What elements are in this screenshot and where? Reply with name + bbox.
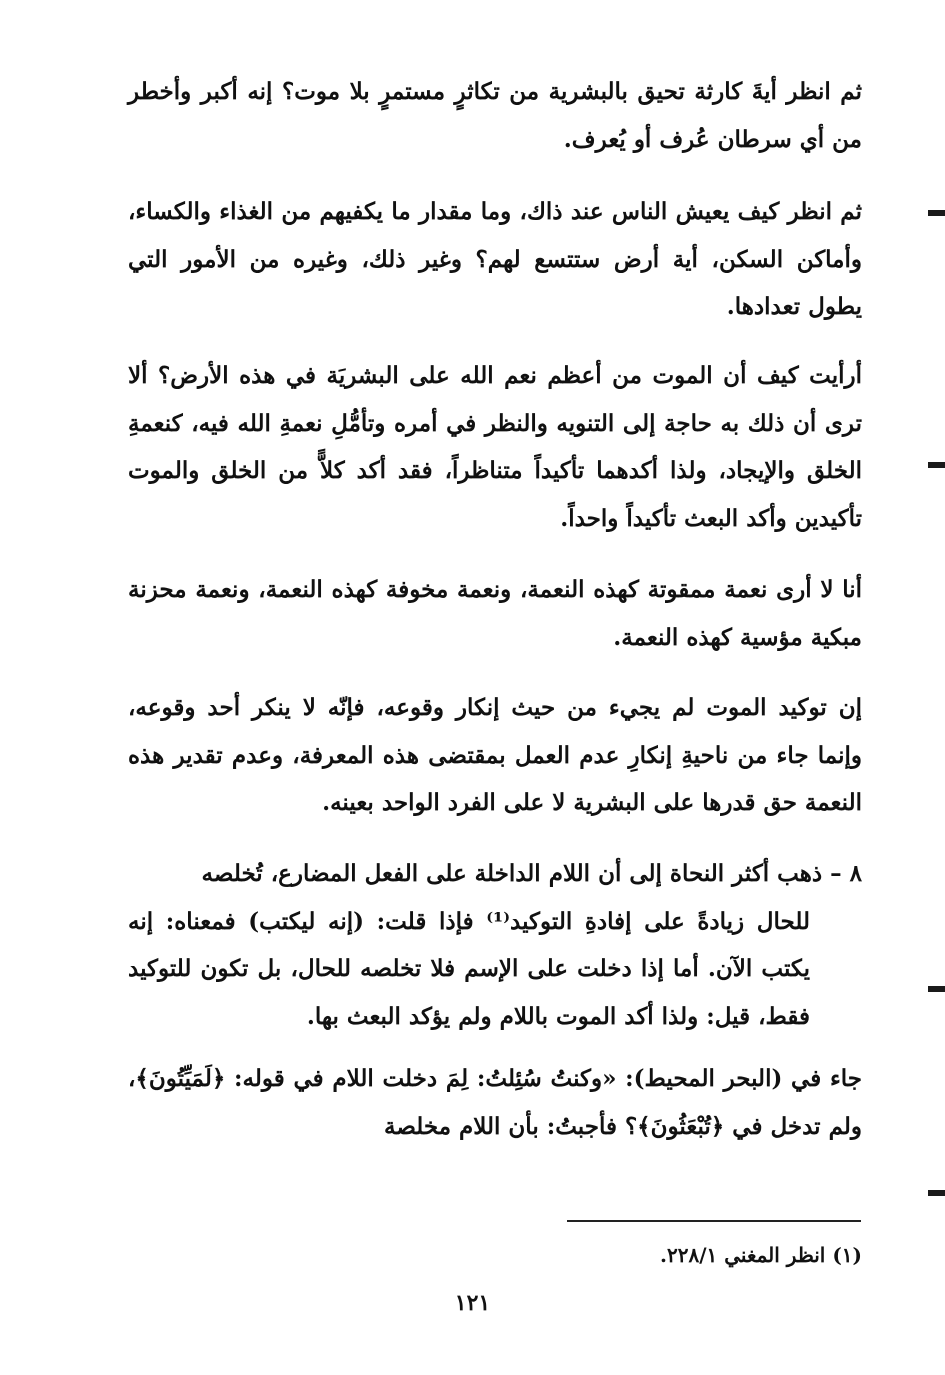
paragraph-1: ثم انظر أيةَ كارثة تحيق بالبشرية من تكاثرٍ مستمرٍ بلا موت؟ إنه أكبر وأخطر من أي سرطان عُرف أو يُعرف. (128, 78, 862, 153)
numbered-item-first-line (128, 850, 862, 898)
item-first-line-text: ذهب أكثر النحاة إلى أن اللام الداخلة على الفعل المضارع، تُخلصه (201, 860, 823, 887)
paragraph-7: جاء في (البحر المحيط): «وكنتُ سُئِلتُ: لِمَ دخلت اللام في قوله: ﴿لَمَيِّتُونَ﴾، ولم تدخل في ﴿تُبْعَثُونَ﴾؟ فأجبتُ: بأن اللام مخلصة (128, 1065, 862, 1140)
margin-mark (928, 986, 945, 992)
paragraph-4: أنا لا أرى نعمة ممقوتة كهذه النعمة، ونعمة مخوفة كهذه النعمة، ونعمة محزنة مبكية مؤسية كهذه النعمة. (128, 576, 862, 651)
margin-mark (928, 1190, 945, 1196)
item-number: ٨ – (830, 860, 862, 887)
page-number: ١٢١ (454, 1290, 491, 1316)
numbered-item-8 (128, 850, 862, 1040)
footnote-divider (567, 1220, 861, 1222)
footnote: (١) انظر المغني ٢٢٨/١. (660, 1243, 862, 1267)
margin-mark (928, 462, 945, 468)
paragraph-5: إن توكيد الموت لم يجيء من حيث إنكار وقوعه، فإنّه لا ينكر أحد وقوعه، وإنما جاء من ناحيةِ إنكارِ عدم العمل بمقتضى هذه المعرفة، وعدم تقدير هذه النعمة حق قدرها على البشرية لا على الفرد الواحد بعينه. (128, 694, 862, 816)
numbered-item-continuation: للحال زيادةً على إفادةِ التوكيد⁽¹⁾ فإذا قلت: (إنه ليكتب) فمعناه: إنه يكتب الآن. أما إذا دخلت على الإسم فلا تخلصه للحال، بل تكون للتوكيد فقط، قيل: ولذا أكد الموت باللام ولم يؤكد البعث بها. (128, 907, 810, 1030)
margin-mark (928, 210, 945, 216)
paragraph-2: ثم انظر كيف يعيش الناس عند ذاك، وما مقدار ما يكفيهم من الغذاء والكساء، وأماكن السكن، أية أرض ستتسع لهم؟ وغير ذلك، وغيره من الأمور التي يطول تعدادها. (128, 198, 862, 320)
paragraph-3: أرأيت كيف أن الموت من أعظم نعم الله على البشريَة في هذه الأرض؟ ألا ترى أن ذلك به حاجة إلى التنويه والنظر في أمره وتأمُّلِ نعمةِ الله فيه، كنعمةِ الخلق والإيجاد، ولذا أكدهما تأكيداً متناظراً، فقد أكد كلاًّ من الخلق والموت تأكيدين وأكد البعث تأكيداً واحداً. (128, 362, 862, 532)
